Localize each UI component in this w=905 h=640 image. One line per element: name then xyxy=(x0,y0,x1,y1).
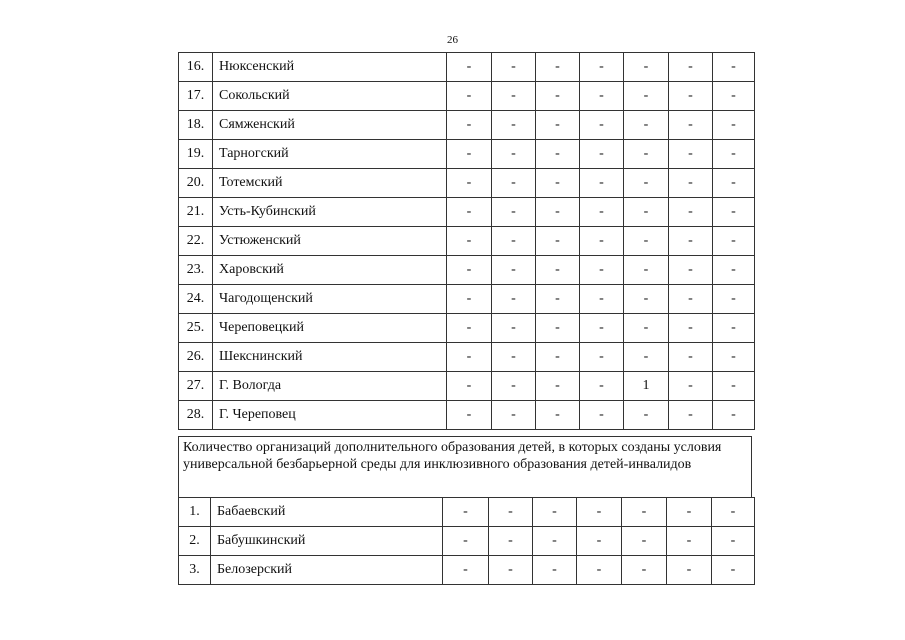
table-row xyxy=(179,198,755,227)
row-number: 19. xyxy=(179,140,213,169)
value-cell: - xyxy=(492,198,536,227)
value-cell: - xyxy=(713,343,755,372)
value-cell: - xyxy=(669,140,713,169)
value-cell: - xyxy=(622,527,667,556)
value-cell: - xyxy=(712,527,755,556)
value-cell: - xyxy=(624,256,669,285)
table-row xyxy=(179,111,755,140)
value-cell: - xyxy=(443,527,489,556)
value-cell: - xyxy=(447,401,492,430)
row-number: 28. xyxy=(179,401,213,430)
value-cell: - xyxy=(624,343,669,372)
value-cell: - xyxy=(447,285,492,314)
row-number: 27. xyxy=(179,372,213,401)
value-cell: - xyxy=(580,343,624,372)
district-name: Тарногский xyxy=(213,140,447,169)
row-number: 3. xyxy=(179,556,211,585)
value-cell: - xyxy=(713,140,755,169)
value-cell: - xyxy=(533,527,577,556)
value-cell: - xyxy=(667,556,712,585)
districts-table xyxy=(178,52,755,430)
row-number: 1. xyxy=(179,498,211,527)
value-cell: - xyxy=(622,498,667,527)
table-row xyxy=(179,169,755,198)
row-number: 17. xyxy=(179,82,213,111)
value-cell: - xyxy=(713,256,755,285)
value-cell: - xyxy=(536,343,580,372)
districts-table-body xyxy=(179,53,755,430)
value-cell: - xyxy=(669,227,713,256)
value-cell: - xyxy=(580,140,624,169)
value-cell: - xyxy=(492,227,536,256)
value-cell: - xyxy=(577,556,622,585)
value-cell: - xyxy=(447,169,492,198)
value-cell: - xyxy=(536,53,580,82)
value-cell: - xyxy=(489,498,533,527)
row-number: 25. xyxy=(179,314,213,343)
value-cell: - xyxy=(713,111,755,140)
table-row xyxy=(179,343,755,372)
value-cell: - xyxy=(713,285,755,314)
district-name: Сокольский xyxy=(213,82,447,111)
value-cell: - xyxy=(447,198,492,227)
value-cell: - xyxy=(577,498,622,527)
value-cell: - xyxy=(713,169,755,198)
value-cell: - xyxy=(536,198,580,227)
value-cell: - xyxy=(492,82,536,111)
inclusive-organizations-table-body xyxy=(179,498,755,585)
value-cell: - xyxy=(712,498,755,527)
value-cell: - xyxy=(492,372,536,401)
value-cell: - xyxy=(447,140,492,169)
value-cell: - xyxy=(624,82,669,111)
value-cell: - xyxy=(447,256,492,285)
value-cell: - xyxy=(580,285,624,314)
table-row xyxy=(179,498,755,527)
row-number: 18. xyxy=(179,111,213,140)
table-row xyxy=(179,527,755,556)
value-cell: - xyxy=(669,198,713,227)
value-cell: - xyxy=(669,169,713,198)
value-cell: - xyxy=(492,53,536,82)
row-number: 2. xyxy=(179,527,211,556)
value-cell: - xyxy=(447,372,492,401)
value-cell: - xyxy=(580,401,624,430)
district-name: Чагодощенский xyxy=(213,285,447,314)
section-caption: Количество организаций дополнительного образования детей, в которых созданы условия универсальной безбарьерной среды для инклюзивного образования детей-инвалидов xyxy=(178,436,752,498)
value-cell: - xyxy=(536,256,580,285)
value-cell: - xyxy=(669,314,713,343)
table-row xyxy=(179,556,755,585)
inclusive-organizations-table xyxy=(178,497,755,585)
value-cell: - xyxy=(669,82,713,111)
value-cell: - xyxy=(712,556,755,585)
value-cell: - xyxy=(492,111,536,140)
value-cell: - xyxy=(624,111,669,140)
page-number: 26 xyxy=(447,34,458,46)
value-cell: - xyxy=(489,556,533,585)
row-number: 16. xyxy=(179,53,213,82)
value-cell: - xyxy=(624,227,669,256)
value-cell: - xyxy=(536,169,580,198)
value-cell: - xyxy=(536,401,580,430)
value-cell: - xyxy=(489,527,533,556)
value-cell: - xyxy=(713,82,755,111)
value-cell: - xyxy=(713,401,755,430)
value-cell: - xyxy=(447,314,492,343)
row-number: 21. xyxy=(179,198,213,227)
value-cell: - xyxy=(580,198,624,227)
value-cell: - xyxy=(622,556,667,585)
district-name: Устюженский xyxy=(213,227,447,256)
table-row xyxy=(179,82,755,111)
district-name: Тотемский xyxy=(213,169,447,198)
value-cell: - xyxy=(667,527,712,556)
district-name: Нюксенский xyxy=(213,53,447,82)
table-row xyxy=(179,256,755,285)
value-cell: - xyxy=(492,285,536,314)
value-cell: - xyxy=(536,227,580,256)
value-cell: - xyxy=(536,111,580,140)
district-name: Г. Вологда xyxy=(213,372,447,401)
district-name: Шекснинский xyxy=(213,343,447,372)
value-cell: - xyxy=(533,498,577,527)
value-cell: - xyxy=(492,314,536,343)
value-cell: - xyxy=(580,111,624,140)
value-cell: - xyxy=(669,401,713,430)
table-row xyxy=(179,53,755,82)
value-cell: - xyxy=(580,256,624,285)
row-number: 24. xyxy=(179,285,213,314)
value-cell: - xyxy=(713,227,755,256)
value-cell: - xyxy=(713,198,755,227)
value-cell: - xyxy=(580,227,624,256)
value-cell: - xyxy=(624,314,669,343)
value-cell: - xyxy=(713,372,755,401)
value-cell: - xyxy=(492,401,536,430)
district-name: Г. Череповец xyxy=(213,401,447,430)
value-cell: - xyxy=(669,111,713,140)
row-number: 26. xyxy=(179,343,213,372)
value-cell: - xyxy=(447,343,492,372)
value-cell: - xyxy=(713,314,755,343)
value-cell: - xyxy=(447,111,492,140)
value-cell: - xyxy=(447,53,492,82)
value-cell: - xyxy=(580,82,624,111)
value-cell: - xyxy=(492,343,536,372)
value-cell: - xyxy=(536,140,580,169)
table-row xyxy=(179,314,755,343)
value-cell: - xyxy=(447,82,492,111)
value-cell: - xyxy=(624,285,669,314)
value-cell: - xyxy=(669,256,713,285)
value-cell: - xyxy=(533,556,577,585)
value-cell: - xyxy=(580,169,624,198)
value-cell: - xyxy=(624,198,669,227)
value-cell: - xyxy=(669,343,713,372)
value-cell: - xyxy=(443,498,489,527)
district-name: Бабушкинский xyxy=(211,527,443,556)
value-cell: - xyxy=(624,401,669,430)
value-cell: - xyxy=(492,256,536,285)
value-cell: - xyxy=(492,169,536,198)
value-cell: - xyxy=(577,527,622,556)
table-row xyxy=(179,372,755,401)
row-number: 23. xyxy=(179,256,213,285)
district-name: Сямженский xyxy=(213,111,447,140)
value-cell: - xyxy=(580,53,624,82)
value-cell: - xyxy=(536,82,580,111)
district-name: Усть-Кубинский xyxy=(213,198,447,227)
table-row xyxy=(179,227,755,256)
value-cell: - xyxy=(536,372,580,401)
value-cell: 1 xyxy=(624,372,669,401)
district-name: Харовский xyxy=(213,256,447,285)
value-cell: - xyxy=(536,314,580,343)
row-number: 22. xyxy=(179,227,213,256)
value-cell: - xyxy=(443,556,489,585)
value-cell: - xyxy=(667,498,712,527)
value-cell: - xyxy=(492,140,536,169)
value-cell: - xyxy=(669,372,713,401)
value-cell: - xyxy=(447,227,492,256)
value-cell: - xyxy=(624,169,669,198)
table-row xyxy=(179,285,755,314)
value-cell: - xyxy=(669,53,713,82)
value-cell: - xyxy=(669,285,713,314)
value-cell: - xyxy=(580,372,624,401)
value-cell: - xyxy=(713,53,755,82)
value-cell: - xyxy=(624,140,669,169)
district-name: Череповецкий xyxy=(213,314,447,343)
row-number: 20. xyxy=(179,169,213,198)
value-cell: - xyxy=(536,285,580,314)
value-cell: - xyxy=(580,314,624,343)
table-row xyxy=(179,140,755,169)
district-name: Бабаевский xyxy=(211,498,443,527)
value-cell: - xyxy=(624,53,669,82)
district-name: Белозерский xyxy=(211,556,443,585)
table-row xyxy=(179,401,755,430)
